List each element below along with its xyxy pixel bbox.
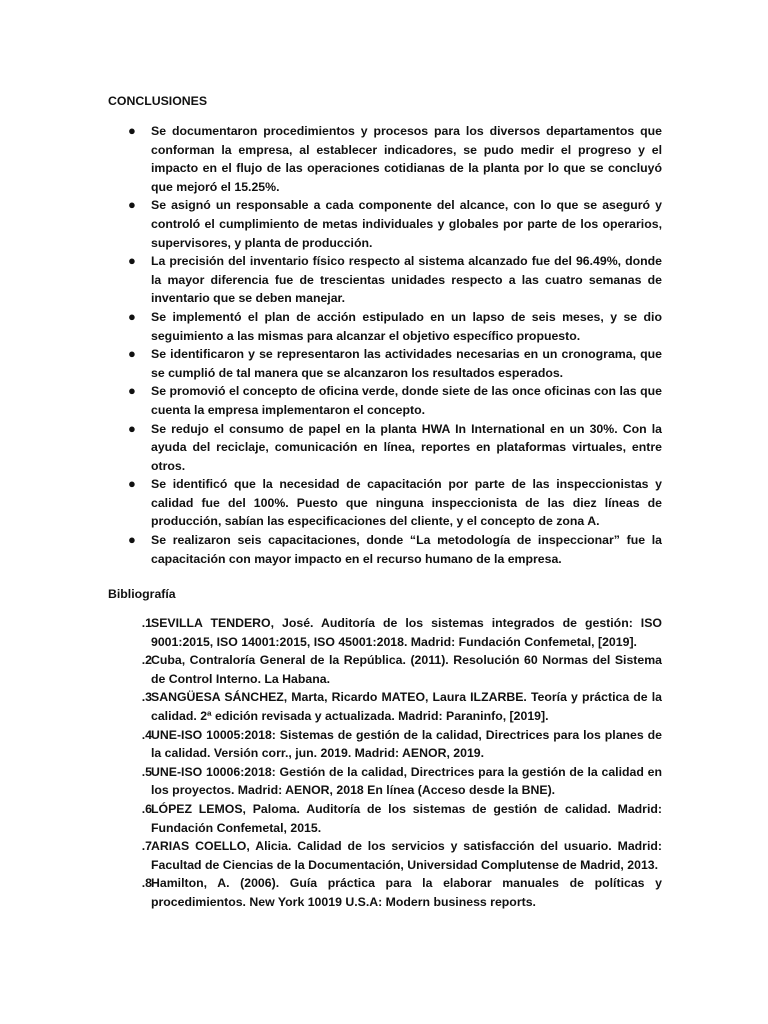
reference-text: SEVILLA TENDERO, José. Auditoría de los sistemas integrados de gestión: ISO 9001:2015, ISO 14001:2015, ISO 45001:2018. Madrid: Fundación Confemetal, [2019]. [151,616,662,649]
conclusion-item [108,252,662,308]
conclusion-item [108,420,662,476]
conclusion-text: La precisión del inventario físico respecto al sistema alcanzado fue del 96.49%, donde la mayor diferencia fue de trescientas unidades respecto a las cuatro semanas de inventario que se deben manejar. [151,254,662,306]
conclusion-text: Se promovió el concepto de oficina verde, donde siete de las once oficinas con las que cuenta la empresa implementaron el concepto. [151,384,662,417]
conclusion-text: Se identificó que la necesidad de capacitación por parte de las inspeccionistas y calidad fue del 100%. Puesto que ninguna inspeccionista de las diez líneas de producción, sabían las especificaciones del cliente, y el concepto de zona A. [151,477,662,529]
reference-number: 3. [141,690,152,705]
reference-text: UNE-ISO 10006:2018: Gestión de la calidad, Directrices para la gestión de la calidad en los proyectos. Madrid: AENOR, 2018 En línea (Acceso desde la BNE). [151,764,662,798]
reference-text: ARIAS COELLO, Alicia. Calidad de los servicios y satisfacción del usuario. Madrid: Facultad de Ciencias de la Documentación, Universidad Complutense de Madrid, 2013. [151,839,662,872]
conclusion-item [108,382,662,419]
reference-text: Hamilton, A. (2006). Guía práctica para la elaborar manuales de políticas y procedimientos. New York 10019 U.S.A: Modern business reports. [151,876,662,909]
bullet-icon: ● [128,308,136,324]
reference-number: 7. [141,839,152,854]
conclusions-list [108,122,662,568]
conclusion-text: Se identificaron y se representaron las actividades necesarias en un cronograma, que se cumplió de tal manera que se alcanzaron los resultados esperados. [151,347,662,380]
conclusion-text: Se redujo el consumo de papel en la planta HWA In International en un 30%. Con la ayuda del reciclaje, comunicación en línea, reportes en plataformas virtuales, entre otros. [151,421,662,473]
conclusions-heading: CONCLUSIONES [108,94,208,108]
conclusion-item [108,531,662,568]
conclusion-text: Se realizaron seis capacitaciones, donde “La metodología de inspeccionar” fue la capacitación con mayor impacto en el recurso humano de la empresa. [151,533,662,566]
reference-item [108,651,662,688]
conclusion-item [108,475,662,531]
reference-number: 1. [141,616,152,630]
conclusion-text: Se implementó el plan de acción estipulado en un lapso de seis meses, y se dio seguimiento a las mismas para alcanzar el objetivo específico propuesto. [151,309,662,343]
reference-item [108,800,662,837]
bibliography-heading: Bibliografía [108,587,176,601]
reference-text: LÓPEZ LEMOS, Paloma. Auditoría de los sistemas de gestión de calidad. Madrid: Fundación Confemetal, 2015. [151,801,662,835]
bullet-icon: ● [128,253,136,269]
conclusion-item [108,308,662,345]
reference-number: 2. [141,653,152,668]
reference-item [108,837,662,874]
reference-item [108,614,662,651]
bibliography-list [108,614,662,912]
conclusion-item [108,345,662,382]
bullet-icon: ● [128,197,136,213]
reference-item [108,726,662,763]
bullet-icon: ● [128,123,136,138]
conclusion-text: Se asignó un responsable a cada componente del alcance, con lo que se aseguró y controló el cumplimiento de metas individuales y globales por parte de los operarios, supervisores, y planta de producción. [151,198,662,250]
bullet-icon: ● [128,346,136,362]
reference-item [108,688,662,725]
reference-number: 5. [141,764,152,779]
reference-item [108,763,662,800]
reference-number: 8. [141,876,152,891]
reference-number: 4. [141,727,152,742]
bullet-icon: ● [128,420,136,436]
conclusion-item [108,122,662,196]
conclusion-text: Se documentaron procedimientos y procesos para los diversos departamentos que conforman la empresa, al establecer indicadores, se pudo medir el progreso y el impacto en el flujo de las operaciones cotidianas de la planta por lo que se concluyó que mejoró el 15.25%. [151,124,662,194]
reference-text: SANGÜESA SÁNCHEZ, Marta, Ricardo MATEO, Laura ILZARBE. Teoría y práctica de la calidad. 2ª edición revisada y actualizada. Madrid: Paraninfo, [2019]. [151,690,662,723]
bullet-icon: ● [128,476,136,492]
reference-number: 6. [141,801,152,816]
reference-text: Cuba, Contraloría General de la República. (2011). Resolución 60 Normas del Sistema de Control Interno. La Habana. [151,653,662,686]
conclusion-item [108,196,662,252]
reference-text: UNE-ISO 10005:2018: Sistemas de gestión de la calidad, Directrices para los planes de la calidad. Versión corr., jun. 2019. Madrid: AENOR, 2019. [151,727,662,761]
bullet-icon: ● [128,383,136,399]
reference-item [108,874,662,911]
bullet-icon: ● [128,532,136,548]
